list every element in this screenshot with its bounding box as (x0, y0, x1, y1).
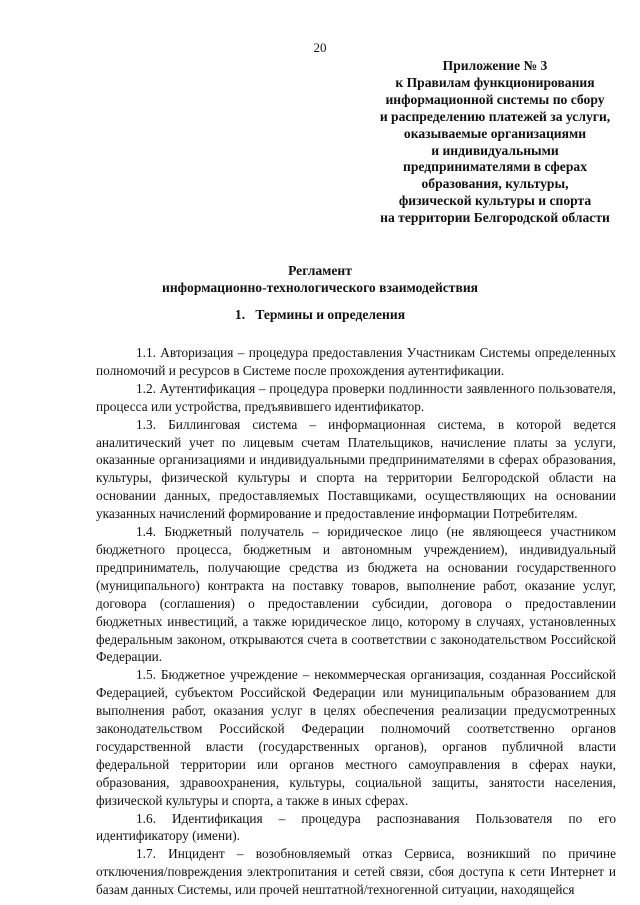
appendix-line: образования, культуры, (421, 176, 569, 192)
paragraph-budget-recipient: 1.4. Бюджетный получатель – юридическое лицо (не являющееся участником бюджетного процесса, бюджетным и автономным учреждением), индивидуальный предприниматель, получающие средства из бюджета на основании государственного (муниципального) контракта на поставку товаров, выполнение работ, оказание услуг, договора (соглашения) о предоставлении субсидии, договора о предоставлении бюджетных инвестиций, а также юридическое лицо, которому в случаях, установленных федеральным законом, открываются счета в соответствии с законодательством Российской Федерации. (96, 524, 616, 665)
page-number: 20 (313, 40, 327, 55)
appendix-line: Приложение № 3 (442, 58, 548, 73)
section-title: Термины и определения (255, 307, 406, 322)
paragraph-billing-system: 1.3. Биллинговая система – информационная система, в которой ведется аналитический учет по лицевым счетам Плательщиков, начисление платы за услуги, оказанные организациями и индивидуальными предпринимателями в сферах образования, культуры, физической культуры и спорта на территории Белгородской области на основании данных, предоставляемых Поставщиками, осуществляющих на основании указанных начислений формирование и предоставление информации Потребителям. (96, 416, 616, 522)
appendix-line: и распределению платежей за услуги, (379, 108, 611, 124)
appendix-line: физической культуры и спорта (398, 193, 592, 209)
appendix-line: информационной системы по сбору (385, 91, 605, 107)
appendix-line: оказываемые организациями (403, 125, 587, 141)
section-number: 1. (234, 307, 246, 322)
section-heading (0, 307, 640, 323)
appendix-line: и индивидуальными (431, 142, 559, 158)
appendix-line: предпринимателями в сферах (403, 159, 587, 175)
document-title (0, 262, 640, 296)
paragraph-identification: 1.6. Идентификация – процедура распознавания Пользователя по его идентификатору (имени). (96, 810, 616, 844)
paragraph-authorization: 1.1. Авторизация – процедура предоставления Участникам Системы определенных полномочий и ресурсов в Системе после прохождения аутентификации. (96, 345, 616, 378)
paragraph-budget-institution: 1.5. Бюджетное учреждение – некоммерческая организация, созданная Российской Федерацией, субъектом Российской Федерации или муниципальным образованием для выполнения работ, оказания услуг в целях обеспечения реализации предусмотренных законодательством Российской Федерации полномочий соответственно органов государственной власти (государственных органов), органов публичной власти федеральной территории или органов местного самоуправления в сферах науки, образования, здравоохранения, культуры, социальной защиты, занятости населения, физической культуры и спорта, а также в иных сферах. (96, 667, 616, 808)
document-title-line1: Регламент (288, 263, 352, 278)
paragraph-incident: 1.7. Инцидент – возобновляемый отказ Сервиса, возникший по причине отключения/повреждения электропитания и сетей связи, сбоя доступа к сети Интернет и базам данных Системы, или прочей нештатной/техногенной ситуации, находящейся (96, 846, 616, 898)
document-title-line2: информационно-технологического взаимодействия (161, 280, 479, 295)
paragraph-authentication: 1.2. Аутентификация – процедура проверки подлинности заявленного пользователя, процесса или устройства, предъявившего идентификатор. (96, 380, 616, 414)
document-body (96, 344, 616, 899)
appendix-line: на территории Белгородской области (380, 210, 610, 226)
appendix-block (345, 58, 640, 227)
appendix-line: к Правилам функционирования (395, 74, 595, 90)
